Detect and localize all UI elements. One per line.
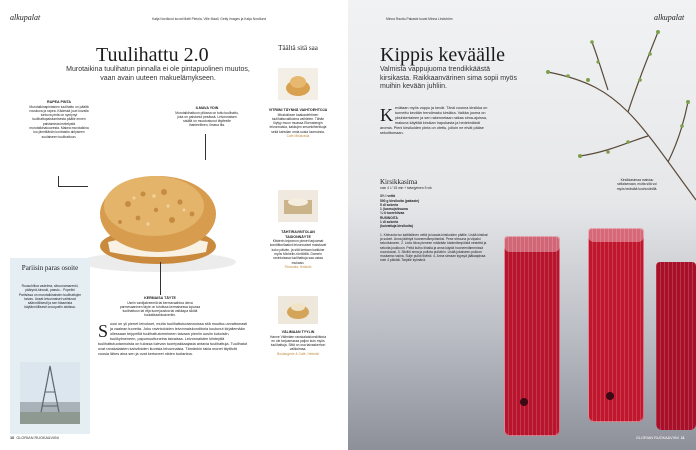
magazine-name: GLORIAN RUOKA&VIINI xyxy=(636,436,679,440)
callout-ilmava-ydin xyxy=(174,106,240,128)
paris-eiffel-photo xyxy=(20,362,80,424)
callout-title: ILMAVA YDIN xyxy=(195,106,219,110)
column-entry-3 xyxy=(268,330,328,356)
ingredient: 1 dl sokeria xyxy=(380,220,399,225)
right-page xyxy=(348,0,696,450)
recipe-meta: noin 4 l / 15 min + talvejyrinen 5 vrk xyxy=(380,186,432,190)
body-text xyxy=(98,322,248,357)
drink-glass-edge xyxy=(656,262,696,430)
callout-text: Usein vaniljakreemiä tai kermavaahtoa oleva parmesaaninen täyte on tuhdissa kermaisessa lopussa tuulihattuun tai vilja tuorejuustoa tai vaikkapa sikiöä kuulakkaahkoaverkin. xyxy=(119,300,201,318)
recipe-steps: 1. Kiehauta iso kattilallinen vettä ja kaada kirsikoiden päälle. Lisää kirsikat ja sokeri. Anna jäähtyä huoneenlämpöiseksi. Pese sitruuna ja viipaloi sekoitukseen. 2. Liota hiiva pieneen määrään kädenlämpöistä nestettä ja sekoita joukkoon. Peitä kulho liinalla ja anna käydä huoneenlämmössä vuorokausi. 3. Siivilöi sima ja pullota pulloihin. Lisää jokaiseen pulloon muutama rusina. Sulje pullot tiiviisti. 4. Anna simaan kypsyä jääkaapissa noin 4 päivää. Tarjoile kylmänä. xyxy=(380,232,488,263)
entry-location-link[interactable]: Boulangerie & Café, Helsinki xyxy=(277,351,319,356)
ingredient: 1 (luomu)sitruuna xyxy=(380,207,408,212)
footer-left xyxy=(10,436,59,440)
leader-line xyxy=(58,176,59,186)
drink-glass-right xyxy=(588,228,644,422)
column-entry-2 xyxy=(268,230,328,269)
pastry-photo-3 xyxy=(278,296,318,324)
body-paragraph: uosi on yli pienet leivokset, mutta tuulihattutuotannoissa sitä muuttuu arvattomasti ja vaalean tuoreita. Joku ravintoloiden leivonnaiskonditoria kuulunut kirjailemään ollessaan teippeillä tuulihattutorneineen taivaan pieniin uusiin kokoisiin, tuulikylmeneen, papumuuttuneina taivaissa. Leivonnaisten kiinteyttä tuulihattutuotannoista on tulossa tulevan tuorepakkaajasta antavia tuulihattuja. Tuulihatut ovat ranskalaisten kahviloiden ikonisia leivonnaisia. Tämänkin takia monet täyttivät vuosia lähes aina sen ja ovat kertoneet niiden tuotantoa. xyxy=(98,322,248,356)
ingredient: ¼ tl tuorehiivaa xyxy=(380,211,405,216)
page-number: 10 xyxy=(10,436,15,440)
recipe-title: Kirsikkasima xyxy=(380,178,418,186)
column-title: Täältä sitä saa xyxy=(278,44,318,52)
cherry-icon xyxy=(520,398,528,406)
glass-rim xyxy=(504,236,560,252)
callout-title: KERMAISA TÄYTE xyxy=(144,296,176,300)
sidebar-box xyxy=(10,258,90,434)
drop-cap: S xyxy=(98,321,109,341)
magazine-name: GLORIAN RUOKA&VIINI xyxy=(16,436,59,440)
callout-text: Murotaikihattuun piilossa on tuttu tuulihattu, joka on paistunut pesässä. Leivonnaisen sisällä on muodostunut täytteelle ihanteellinen, ilmava tila. xyxy=(175,110,239,128)
recipe xyxy=(380,178,490,263)
leader-line xyxy=(160,262,161,295)
entry-location-link[interactable]: Cafe Mirakoisia xyxy=(286,134,310,139)
ingredients-list xyxy=(380,194,490,228)
drink-glass-left xyxy=(504,236,560,436)
footer-right xyxy=(636,436,685,440)
page-title: Kippis keväälle xyxy=(380,44,505,66)
callout-text: Murotaikinapintainen tuulihattu on päältä rouskuva ja rapea. Kädessä juuri kovalla tuntuva pinta on syntynyt tuulihattupaistumisesta päälle ennen paistamista levitetystä murotaikinakuoresta. Makea murotaikina luo jännittävän kontrastin airlyiseen suolaiseen tuulihattuun. xyxy=(29,104,89,139)
entry-text: Klisterin leipomon pienet tarjoamat kondiittorilaakot leivonnaiset maistuvat koko päivän, ja sitä kertaan kaikkine myös Michelin-rönttöillä. Domein ravintolassa tuulihattuja saa ostaa mukaan. xyxy=(269,239,327,265)
callout-title: RAPEA PINTA xyxy=(47,100,71,104)
ingredient: (kuivattuja kirsikoita) xyxy=(380,224,413,229)
credits: Katja Nordlund kuvat Matti Pietola, Ville Maali, Getty Images ja Katja Nordlund xyxy=(152,17,267,21)
section-label: alkupalat xyxy=(654,13,685,22)
where-to-buy-column xyxy=(268,44,328,52)
cream-puff-photo xyxy=(68,134,248,282)
cherry-icon xyxy=(606,392,614,400)
blossom-branch xyxy=(528,22,696,202)
ingredient: RUSINOITA xyxy=(380,215,398,220)
credits: Minna Rautio-Pakaste kuvat Minna Lindström xyxy=(386,17,453,21)
deck: Murotaikina tuulihatun pinnalla ei ole pintapuolinen muutos, vaan avain uuteen makuelämykseen. xyxy=(66,66,250,82)
ingredient: 5 dl sokeria xyxy=(380,202,399,207)
entry-location-link[interactable]: Finlandia, Helsinki xyxy=(284,264,312,269)
ingredient: 3½ l vettä xyxy=(380,194,396,199)
column-entry-1 xyxy=(268,108,328,138)
page-title: Tuulihattu 2.0 xyxy=(96,44,209,66)
intro-text xyxy=(380,106,488,136)
sidebar-text: Ruusuhilloa vadelma, sitruunamarenki, päärynä-kinuski, passio... Popelini Pariisissa on murotaikinaisten tuulihattujen taivas. Useat leivonnaiset vaihtuvat säännöllisesti ja sen tilaamista käytännöllisesti crouquelin aistissa. xyxy=(18,284,82,310)
photo-caption: Kirsikkasimaa maistuu sellaisenaan, mutta sitä voi myös terästää kuohuviinillä. xyxy=(616,178,658,191)
callout-kermaisa-tayte xyxy=(118,296,202,318)
intro-paragraph: evätaan myös vappu ja kevät. Tänä vuonna kirsikka on tunnettu kevään trendimaku kirsikka. Vaikka juoma on yksinkertainen ja sen rakennetaan raikas sima-ajoissa, makuna käyttää kirsikan hapokasta ja hedelmäistä aromia. Pieni kirsikoiden pinta on otettu, jolloin ne eivät pääse sekoittumaan. xyxy=(380,106,488,135)
drop-cap: K xyxy=(380,105,393,125)
deck: Valmista vappujuoma trendikkäästä kirsikasta. Raikkaanvärinen sima sopii myös muihin kevään juhliin. xyxy=(380,66,517,90)
section-label: alkupalat xyxy=(10,13,41,22)
pastry-photo-1 xyxy=(278,68,318,100)
glass-rim xyxy=(588,228,644,242)
pastry-photo-2 xyxy=(278,190,318,222)
entry-title: TÄHTIRAVINTOLAN TAIDONNÄYTE xyxy=(281,230,315,239)
page-number: 11 xyxy=(680,436,685,440)
entry-text: Mirakoiksen kaakaolehtinen tuulihattuvalikoima vaihtelee. Tähän löytyy muun muassa Ekenabergin leivonnaisia, kakkujen sesonkiherkkuja sekä kahvilan omia uusia luomuksia. xyxy=(269,112,327,134)
entry-text: Hanne Välimäen ranskalaiskondiittoria en ole tarjoamassa paljon kuin myös tuulihattuja. Siitä on osa taivaskerhon valikoimaa. xyxy=(269,334,327,352)
entry-title: VITRIINI TÄYNNÄ VAIHTOEHTOJA xyxy=(268,108,328,112)
sidebar-title: Pariisin paras osoite xyxy=(21,264,79,272)
ingredient: 500 g kirsikoita (pakaste) xyxy=(380,198,420,203)
entry-title: VÄLIMAAN TYYLIN xyxy=(281,330,315,334)
